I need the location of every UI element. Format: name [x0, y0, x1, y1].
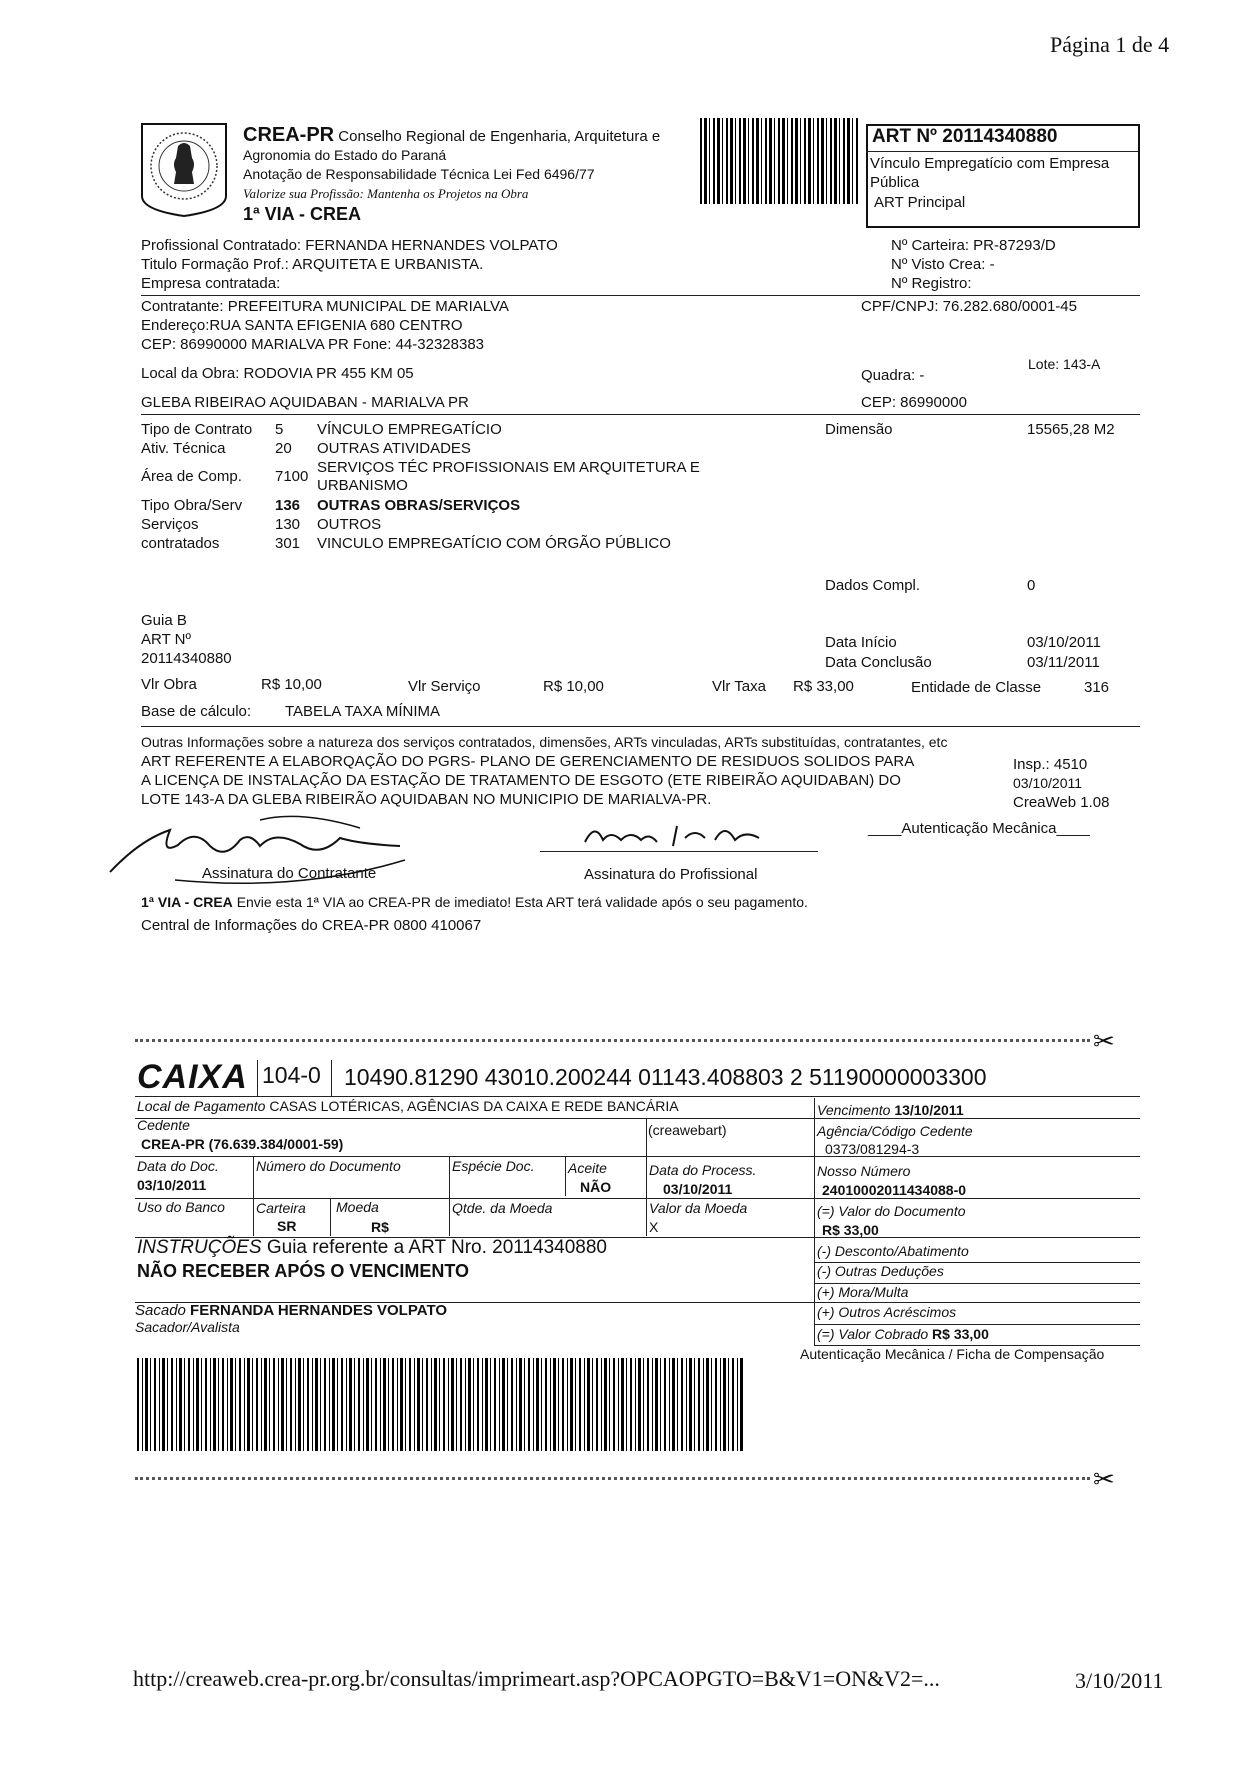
desconto-label: (-) Desconto/Abatimento [817, 1243, 969, 1259]
data-conclusao-value: 03/11/2011 [1027, 654, 1100, 671]
local-obra: Local da Obra: RODOVIA PR 455 KM 05 [141, 365, 414, 382]
empresa-contratada: Empresa contratada: [141, 275, 281, 292]
dimensao-label: Dimensão [825, 421, 893, 438]
inspecao: Insp.: 4510 [1013, 756, 1088, 773]
sacador-avalista: Sacador/Avalista [135, 1319, 240, 1335]
page-number: Página 1 de 4 [1050, 32, 1170, 57]
cedente-value: CREA-PR (76.639.384/0001-59) [141, 1136, 344, 1152]
guia-line1: Guia B [141, 612, 187, 629]
data-conclusao-label: Data Conclusão [825, 654, 932, 671]
valor-documento-value: R$ 33,00 [822, 1222, 879, 1238]
nosso-numero-value: 24010002011434088-0 [822, 1182, 967, 1198]
numero-registro: Nº Registro: [891, 275, 972, 292]
via-label: 1ª VIA - CREA [243, 204, 362, 224]
vlr-servico-value: R$ 10,00 [543, 678, 604, 695]
org-title [243, 124, 660, 147]
valor-moeda-label: Valor da Moeda [649, 1200, 748, 1216]
bank-code: 104-0 [262, 1062, 321, 1088]
contract-row-label: Tipo de Contrato [141, 421, 253, 438]
org-line2: Agronomia do Estado do Paraná [243, 147, 447, 163]
creawebart: (creawebart) [648, 1122, 727, 1138]
instrucoes-text: Guia referente a ART Nro. 20114340880 [266, 1237, 607, 1258]
contract-row-desc2: URBANISMO [317, 477, 408, 494]
dados-compl-value: 0 [1027, 577, 1036, 594]
sacado-label: Sacado [135, 1302, 186, 1319]
contract-row-code: 7100 [275, 468, 309, 485]
crea-seal-logo [140, 122, 228, 218]
contract-row-label: Serviços [141, 516, 199, 533]
numero-documento-label: Número do Documento [256, 1158, 401, 1174]
especie-doc-label: Espécie Doc. [452, 1158, 535, 1174]
aceite-label: Aceite [568, 1160, 607, 1176]
assinatura-contratante-label: Assinatura do Contratante [202, 865, 377, 882]
info-line4: LOTE 143-A DA GLEBA RIBEIRÃO AQUIDABAN NO MUNICIPIO DE MARIALVA-PR. [141, 791, 712, 808]
contract-row-desc: OUTROS [317, 516, 382, 533]
print-url: http://creaweb.crea-pr.org.br/consultas/imprimeart.asp?OPCAOPGTO=B&V1=ON&V2=... [133, 1666, 940, 1691]
cep-obra: CEP: 86990000 [861, 394, 967, 411]
moeda-value: R$ [371, 1219, 389, 1235]
local-pagamento [137, 1098, 679, 1114]
instrucoes [137, 1237, 607, 1259]
data-doc-value: 03/10/2011 [137, 1177, 207, 1193]
valor-cobrado [817, 1326, 989, 1342]
inspecao-date: 03/10/2011 [1013, 775, 1083, 791]
top-barcode [700, 118, 860, 204]
contract-row-desc: OUTRAS ATIVIDADES [317, 440, 471, 457]
entidade-classe-value: 316 [1084, 679, 1110, 696]
data-process-value: 03/10/2011 [663, 1181, 733, 1197]
base-calculo-label: Base de cálculo: [141, 703, 252, 720]
assinatura-profissional-label: Assinatura do Profissional [584, 866, 758, 883]
agencia-label: Agência/Código Cedente [817, 1123, 973, 1139]
qtde-moeda-label: Qtde. da Moeda [452, 1200, 553, 1216]
art-number: ART Nº 20114340880 [872, 126, 1058, 147]
via-note-text: Envie esta 1ª VIA ao CREA-PR de imediato! Esta ART terá validade após o seu pagamento. [236, 894, 808, 910]
base-calculo-value: TABELA TAXA MÍNIMA [285, 703, 441, 720]
vlr-taxa-label: Vlr Taxa [712, 678, 766, 695]
valor-cobrado-label: (=) Valor Cobrado [817, 1326, 929, 1342]
contract-row-label: Ativ. Técnica [141, 440, 226, 457]
autenticacao-mecanica: ____Autenticação Mecânica____ [868, 820, 1090, 837]
info-line3: A LICENÇA DE INSTALAÇÃO DA ESTAÇÃO DE TRATAMENTO DE ESGOTO (ETE RIBEIRÃO AQUIDABAN) DO [141, 772, 901, 789]
quadra: Quadra: - [861, 367, 925, 384]
vlr-obra-label: Vlr Obra [141, 676, 197, 693]
central-informacoes: Central de Informações do CREA-PR 0800 410067 [141, 917, 482, 934]
autenticacao-ficha: Autenticação Mecânica / Ficha de Compensação [800, 1346, 1105, 1362]
contract-row-desc: VINCULO EMPREGATÍCIO COM ÓRGÃO PÚBLICO [317, 535, 671, 552]
valor-moeda-value: X [649, 1219, 659, 1235]
org-line3: Anotação de Responsabilidade Técnica Lei Fed 6496/77 [243, 166, 595, 182]
agencia-value: 0373/081294-3 [825, 1141, 920, 1157]
art-box-line1: Vínculo Empregatício com Empresa [870, 155, 1110, 172]
guia-line2: ART Nº [141, 631, 191, 648]
dados-compl-label: Dados Compl. [825, 577, 921, 594]
info-line2: ART REFERENTE A ELABORQAÇÃO DO PGRS- PLANO DE GERENCIAMENTO DE RESIDUOS SOLIDOS PARA [141, 753, 915, 770]
valor-documento-label: (=) Valor do Documento [817, 1203, 966, 1219]
contract-row-desc: OUTRAS OBRAS/SERVIÇOS [317, 497, 521, 514]
via-note-bold: 1ª VIA - CREA [141, 894, 233, 910]
gleba: GLEBA RIBEIRAO AQUIDABAN - MARIALVA PR [141, 394, 469, 411]
contract-row-label: contratados [141, 535, 220, 552]
art-box-line3: ART Principal [874, 194, 966, 211]
lote: Lote: 143-A [1028, 356, 1101, 372]
uso-banco-label: Uso do Banco [137, 1199, 225, 1215]
boleto-barcode [137, 1358, 745, 1451]
numero-carteira: Nº Carteira: PR-87293/D [891, 237, 1056, 254]
data-process-label: Data do Process. [649, 1162, 757, 1178]
entidade-classe-label: Entidade de Classe [911, 679, 1042, 696]
cut-line [135, 1477, 1090, 1480]
profissional-contratado: Profissional Contratado: FERNANDA HERNANDES VOLPATO [141, 237, 558, 254]
scissors-icon: ✂ [1093, 1464, 1115, 1494]
carteira-label: Carteira [256, 1200, 306, 1216]
cpf-cnpj: CPF/CNPJ: 76.282.680/0001-45 [861, 298, 1077, 315]
sacado-value: FERNANDA HERNANDES VOLPATO [190, 1302, 448, 1319]
data-inicio-value: 03/10/2011 [1027, 634, 1101, 651]
vlr-servico-label: Vlr Serviço [408, 678, 481, 695]
via-note [141, 894, 808, 910]
outras-deducoes-label: (-) Outras Deduções [817, 1263, 944, 1279]
moeda-label: Moeda [336, 1199, 379, 1215]
contract-row-code: 130 [275, 516, 301, 533]
vencimento-value: 13/10/2011 [894, 1102, 964, 1118]
linha-digitavel: 10490.81290 43010.200244 01143.408803 2 51190000003300 [344, 1064, 987, 1090]
vencimento [817, 1102, 964, 1118]
contract-row-desc: SERVIÇOS TÉC PROFISSIONAIS EM ARQUITETURA E [317, 459, 700, 476]
data-doc-label: Data do Doc. [137, 1158, 219, 1174]
valor-cobrado-value: R$ 33,00 [932, 1326, 989, 1342]
contratante: Contratante: PREFEITURA MUNICIPAL DE MARIALVA [141, 298, 509, 315]
contract-row-label: Área de Comp. [141, 468, 242, 485]
contract-row-code: 20 [275, 440, 292, 457]
data-inicio-label: Data Início [825, 634, 897, 651]
aceite-value: NÃO [580, 1179, 612, 1195]
info-line1: Outras Informações sobre a natureza dos serviços contratados, dimensões, ARTs vinculadas, ARTs substituídas, contratantes, etc [141, 734, 948, 750]
vlr-obra-value: R$ 10,00 [261, 676, 322, 693]
mora-multa-label: (+) Mora/Multa [817, 1284, 909, 1300]
creaweb-version: CreaWeb 1.08 [1013, 794, 1110, 811]
local-pagamento-label: Local de Pagamento [137, 1098, 266, 1114]
titulo-formacao: Titulo Formação Prof.: ARQUITETA E URBANISTA. [141, 256, 484, 273]
org-short: CREA-PR [243, 124, 335, 146]
carteira-value: SR [277, 1218, 297, 1234]
org-line1: Conselho Regional de Engenharia, Arquitetura e [338, 128, 661, 145]
guia-art-number: 20114340880 [141, 650, 232, 667]
profissional-signature [545, 812, 805, 854]
outros-acrescimos-label: (+) Outros Acréscimos [817, 1304, 957, 1320]
contract-row-label: Tipo Obra/Serv [141, 497, 243, 514]
contract-row-code: 301 [275, 535, 301, 552]
cedente-label: Cedente [137, 1117, 190, 1133]
org-slogan: Valorize sua Profissão: Mantenha os Projetos na Obra [243, 186, 529, 201]
cut-line [135, 1039, 1090, 1042]
endereco: Endereço:RUA SANTA EFIGENIA 680 CENTRO [141, 317, 463, 334]
dimensao-value: 15565,28 M2 [1027, 421, 1115, 438]
contract-row-code: 5 [275, 421, 284, 438]
caixa-logo: CAIXA [137, 1058, 248, 1096]
numero-visto: Nº Visto Crea: - [891, 256, 995, 273]
nosso-numero-label: Nosso Número [817, 1163, 911, 1179]
vlr-taxa-value: R$ 33,00 [793, 678, 854, 695]
contract-row-desc: VÍNCULO EMPREGATÍCIO [317, 421, 502, 438]
vencimento-label: Vencimento [817, 1102, 891, 1118]
nao-receber: NÃO RECEBER APÓS O VENCIMENTO [137, 1261, 470, 1281]
local-pagamento-value: CASAS LOTÉRICAS, AGÊNCIAS DA CAIXA E REDE BANCÁRIA [269, 1098, 679, 1114]
contract-row-code: 136 [275, 497, 301, 514]
instrucoes-label: INSTRUÇÕES [137, 1237, 262, 1258]
sacado [135, 1302, 447, 1319]
scissors-icon: ✂ [1093, 1026, 1115, 1056]
print-date: 3/10/2011 [1075, 1668, 1164, 1693]
cep-fone: CEP: 86990000 MARIALVA PR Fone: 44-32328383 [141, 336, 485, 353]
art-box-line2: Pública [870, 174, 920, 191]
